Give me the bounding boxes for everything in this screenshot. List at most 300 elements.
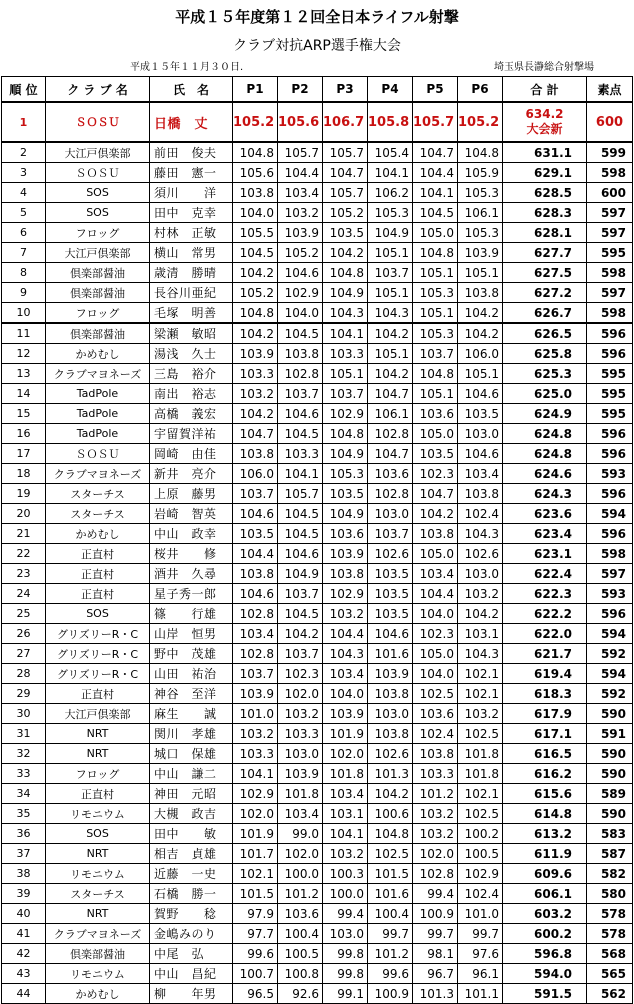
name-cell: 城口 保雄 xyxy=(150,744,233,764)
score-cell: 103.4 xyxy=(323,664,368,684)
club-cell: クラブマヨネーズ xyxy=(46,464,150,484)
score-cell: 104.5 xyxy=(278,323,323,344)
table-row xyxy=(2,564,633,584)
name-cell: 相吉 貞雄 xyxy=(150,844,233,864)
score-cell: 104.2 xyxy=(278,624,323,644)
table-row xyxy=(2,824,633,844)
score-cell: 103.7 xyxy=(278,584,323,604)
club-cell: リモニウム xyxy=(46,864,150,884)
club-cell: 倶楽部醤油 xyxy=(46,944,150,964)
club-cell: 正直村 xyxy=(46,564,150,584)
base-cell: 589 xyxy=(587,784,633,804)
rank-cell: 24 xyxy=(2,584,46,604)
score-cell: 104.7 xyxy=(323,163,368,183)
table-row xyxy=(2,263,633,283)
score-cell: 105.6 xyxy=(278,102,323,142)
score-cell: 105.7 xyxy=(278,142,323,163)
score-cell: 105.1 xyxy=(323,364,368,384)
score-cell: 105.2 xyxy=(323,203,368,223)
table-row xyxy=(2,384,633,404)
column-header: P4 xyxy=(368,77,413,103)
name-cell: 神田 元昭 xyxy=(150,784,233,804)
name-cell: 岡崎 由佳 xyxy=(150,444,233,464)
score-cell: 105.1 xyxy=(368,283,413,303)
table-row xyxy=(2,203,633,223)
rank-cell: 44 xyxy=(2,984,46,1004)
base-cell: 594 xyxy=(587,664,633,684)
score-cell: 104.2 xyxy=(323,243,368,263)
name-cell: 長谷川亜紀 xyxy=(150,283,233,303)
score-cell: 103.4 xyxy=(323,784,368,804)
score-cell: 100.4 xyxy=(368,904,413,924)
name-cell: 須川 洋 xyxy=(150,183,233,203)
record-note: 大会新 xyxy=(526,122,563,136)
score-cell: 104.6 xyxy=(278,263,323,283)
score-cell: 105.5 xyxy=(233,223,278,243)
score-cell: 105.0 xyxy=(413,424,458,444)
base-cell: 562 xyxy=(587,984,633,1004)
club-cell: NRT xyxy=(46,744,150,764)
base-cell: 596 xyxy=(587,344,633,364)
score-cell: 101.5 xyxy=(233,884,278,904)
total-cell: 629.1 xyxy=(503,163,587,183)
score-cell: 105.3 xyxy=(323,464,368,484)
total-cell: 628.3 xyxy=(503,203,587,223)
total-cell: 603.2 xyxy=(503,904,587,924)
score-cell: 102.8 xyxy=(413,864,458,884)
score-cell: 104.5 xyxy=(278,604,323,624)
total-cell: 626.7 xyxy=(503,303,587,324)
score-cell: 103.7 xyxy=(368,263,413,283)
score-cell: 102.3 xyxy=(278,664,323,684)
score-cell: 105.1 xyxy=(458,364,503,384)
base-cell: 598 xyxy=(587,544,633,564)
club-cell: TadPole xyxy=(46,384,150,404)
score-cell: 104.8 xyxy=(413,364,458,384)
score-cell: 104.7 xyxy=(368,384,413,404)
score-cell: 103.9 xyxy=(278,223,323,243)
rank-cell: 35 xyxy=(2,804,46,824)
table-row xyxy=(2,524,633,544)
score-cell: 103.3 xyxy=(233,364,278,384)
score-cell: 103.4 xyxy=(278,183,323,203)
rank-cell: 32 xyxy=(2,744,46,764)
table-row xyxy=(2,704,633,724)
score-cell: 103.5 xyxy=(323,223,368,243)
score-cell: 103.8 xyxy=(278,344,323,364)
score-cell: 103.7 xyxy=(278,644,323,664)
score-cell: 103.3 xyxy=(413,764,458,784)
table-row xyxy=(2,243,633,263)
total-cell: 625.0 xyxy=(503,384,587,404)
score-cell: 102.0 xyxy=(233,804,278,824)
name-cell: 横山 常男 xyxy=(150,243,233,263)
score-cell: 101.0 xyxy=(233,704,278,724)
score-cell: 103.2 xyxy=(278,203,323,223)
score-cell: 103.8 xyxy=(323,564,368,584)
score-cell: 92.6 xyxy=(278,984,323,1004)
club-cell: 大江戸倶楽部 xyxy=(46,142,150,163)
score-cell: 103.5 xyxy=(368,604,413,624)
score-cell: 96.7 xyxy=(413,964,458,984)
total-cell: 627.7 xyxy=(503,243,587,263)
rank-cell: 7 xyxy=(2,243,46,263)
score-cell: 99.6 xyxy=(368,964,413,984)
name-cell: 梁瀬 敏昭 xyxy=(150,323,233,344)
score-cell: 106.7 xyxy=(323,102,368,142)
column-header: 合 計 xyxy=(503,77,587,103)
score-cell: 104.3 xyxy=(323,303,368,324)
score-cell: 104.5 xyxy=(278,424,323,444)
base-cell: 594 xyxy=(587,624,633,644)
score-cell: 102.5 xyxy=(458,804,503,824)
base-cell: 568 xyxy=(587,944,633,964)
score-cell: 103.7 xyxy=(278,384,323,404)
score-cell: 102.0 xyxy=(413,844,458,864)
score-cell: 103.1 xyxy=(323,804,368,824)
total-cell: 615.6 xyxy=(503,784,587,804)
club-cell: フロッグ xyxy=(46,223,150,243)
score-cell: 104.1 xyxy=(368,163,413,183)
score-cell: 103.6 xyxy=(413,404,458,424)
club-cell: グリズリーR・C xyxy=(46,664,150,684)
rank-cell: 15 xyxy=(2,404,46,424)
score-cell: 103.3 xyxy=(278,444,323,464)
score-cell: 104.4 xyxy=(413,584,458,604)
score-cell: 99.7 xyxy=(413,924,458,944)
score-cell: 103.8 xyxy=(458,484,503,504)
score-cell: 102.5 xyxy=(458,724,503,744)
name-cell: 三島 裕介 xyxy=(150,364,233,384)
base-cell: 600 xyxy=(587,102,633,142)
score-cell: 105.3 xyxy=(458,183,503,203)
score-cell: 104.9 xyxy=(323,444,368,464)
total-cell: 625.8 xyxy=(503,344,587,364)
table-row xyxy=(2,844,633,864)
rank-cell: 34 xyxy=(2,784,46,804)
table-row xyxy=(2,924,633,944)
score-cell: 106.0 xyxy=(233,464,278,484)
score-cell: 103.5 xyxy=(413,444,458,464)
name-cell: 中山 謙二 xyxy=(150,764,233,784)
score-cell: 104.9 xyxy=(323,504,368,524)
club-cell: かめむし xyxy=(46,984,150,1004)
score-cell: 104.9 xyxy=(368,223,413,243)
base-cell: 582 xyxy=(587,864,633,884)
name-cell: 藤田 憲一 xyxy=(150,163,233,183)
score-cell: 104.2 xyxy=(368,323,413,344)
score-cell: 104.0 xyxy=(323,684,368,704)
score-cell: 104.2 xyxy=(458,604,503,624)
total-cell xyxy=(503,102,587,142)
rank-cell: 2 xyxy=(2,142,46,163)
base-cell: 590 xyxy=(587,704,633,724)
score-cell: 96.5 xyxy=(233,984,278,1004)
club-cell: TadPole xyxy=(46,424,150,444)
score-cell: 101.8 xyxy=(458,744,503,764)
score-cell: 103.2 xyxy=(458,704,503,724)
score-cell: 104.6 xyxy=(458,444,503,464)
rank-cell: 28 xyxy=(2,664,46,684)
club-cell: スターチス xyxy=(46,884,150,904)
club-cell: 倶楽部醤油 xyxy=(46,263,150,283)
base-cell: 587 xyxy=(587,844,633,864)
score-cell: 106.0 xyxy=(458,344,503,364)
score-cell: 104.5 xyxy=(413,203,458,223)
table-row xyxy=(2,323,633,344)
club-cell: ＳＯＳＵ xyxy=(46,163,150,183)
score-cell: 104.3 xyxy=(368,303,413,324)
total-cell: 617.9 xyxy=(503,704,587,724)
score-cell: 104.2 xyxy=(368,364,413,384)
score-cell: 103.9 xyxy=(233,684,278,704)
score-cell: 104.2 xyxy=(413,504,458,524)
score-cell: 101.6 xyxy=(368,644,413,664)
rank-cell: 11 xyxy=(2,323,46,344)
base-cell: 580 xyxy=(587,884,633,904)
score-cell: 104.0 xyxy=(413,664,458,684)
score-cell: 104.4 xyxy=(413,163,458,183)
score-cell: 102.1 xyxy=(458,664,503,684)
total-cell: 622.2 xyxy=(503,604,587,624)
score-cell: 104.1 xyxy=(278,464,323,484)
score-cell: 101.8 xyxy=(323,764,368,784)
rank-cell: 9 xyxy=(2,283,46,303)
score-cell: 100.4 xyxy=(278,924,323,944)
score-cell: 101.9 xyxy=(323,724,368,744)
rank-cell: 5 xyxy=(2,203,46,223)
score-cell: 102.0 xyxy=(278,844,323,864)
club-cell: 正直村 xyxy=(46,784,150,804)
club-cell: リモニウム xyxy=(46,964,150,984)
club-cell: 正直村 xyxy=(46,584,150,604)
score-cell: 102.3 xyxy=(413,624,458,644)
name-cell: 田中 敏 xyxy=(150,824,233,844)
score-cell: 100.9 xyxy=(368,984,413,1004)
name-cell: 高橋 義宏 xyxy=(150,404,233,424)
rank-cell: 42 xyxy=(2,944,46,964)
table-row xyxy=(2,223,633,243)
table-row xyxy=(2,944,633,964)
club-cell: かめむし xyxy=(46,524,150,544)
score-cell: 102.5 xyxy=(368,844,413,864)
score-cell: 101.3 xyxy=(368,764,413,784)
event-venue: 埼玉県長瀞総合射撃場 xyxy=(494,62,594,73)
score-cell: 104.4 xyxy=(323,624,368,644)
rank-cell: 10 xyxy=(2,303,46,324)
club-cell: クラブマヨネーズ xyxy=(46,364,150,384)
club-cell: クラブマヨネーズ xyxy=(46,924,150,944)
base-cell: 596 xyxy=(587,323,633,344)
score-cell: 103.2 xyxy=(233,384,278,404)
total-cell: 627.5 xyxy=(503,263,587,283)
score-cell: 104.8 xyxy=(323,263,368,283)
name-cell: 山田 祐治 xyxy=(150,664,233,684)
score-cell: 105.0 xyxy=(413,544,458,564)
total-cell: 624.8 xyxy=(503,424,587,444)
score-cell: 104.7 xyxy=(368,444,413,464)
rank-cell: 26 xyxy=(2,624,46,644)
club-cell: フロッグ xyxy=(46,764,150,784)
score-cell: 99.8 xyxy=(323,964,368,984)
results-header xyxy=(0,0,634,76)
name-cell: 歳清 勝晴 xyxy=(150,263,233,283)
total-cell: 600.2 xyxy=(503,924,587,944)
score-cell: 104.2 xyxy=(233,323,278,344)
score-cell: 103.5 xyxy=(368,584,413,604)
total-cell: 622.4 xyxy=(503,564,587,584)
score-cell: 102.8 xyxy=(368,484,413,504)
name-cell: 毛塚 明善 xyxy=(150,303,233,324)
total-value: 634.2 xyxy=(525,107,564,121)
score-cell: 106.2 xyxy=(368,183,413,203)
score-cell: 103.0 xyxy=(368,504,413,524)
score-cell: 99.7 xyxy=(368,924,413,944)
score-cell: 104.6 xyxy=(458,384,503,404)
score-cell: 104.4 xyxy=(233,544,278,564)
score-cell: 103.0 xyxy=(323,924,368,944)
rank-cell: 14 xyxy=(2,384,46,404)
club-cell: SOS xyxy=(46,604,150,624)
rank-cell: 8 xyxy=(2,263,46,283)
total-cell: 624.9 xyxy=(503,404,587,424)
rank-cell: 41 xyxy=(2,924,46,944)
score-cell: 102.8 xyxy=(233,644,278,664)
score-cell: 105.2 xyxy=(458,102,503,142)
score-cell: 99.1 xyxy=(323,984,368,1004)
name-cell: 野中 茂雄 xyxy=(150,644,233,664)
score-cell: 104.1 xyxy=(233,764,278,784)
score-cell: 100.5 xyxy=(278,944,323,964)
score-cell: 97.7 xyxy=(233,924,278,944)
score-cell: 99.8 xyxy=(323,944,368,964)
base-cell: 595 xyxy=(587,404,633,424)
total-cell: 606.1 xyxy=(503,884,587,904)
base-cell: 590 xyxy=(587,764,633,784)
rank-cell: 40 xyxy=(2,904,46,924)
rank-cell: 38 xyxy=(2,864,46,884)
score-cell: 102.9 xyxy=(323,584,368,604)
score-cell: 104.3 xyxy=(458,524,503,544)
total-cell: 626.5 xyxy=(503,323,587,344)
page-subtitle: クラブ対抗ARP選手権大会 xyxy=(233,38,401,54)
score-cell: 103.8 xyxy=(458,283,503,303)
total-cell: 616.5 xyxy=(503,744,587,764)
club-cell: SOS xyxy=(46,824,150,844)
score-cell: 103.8 xyxy=(233,183,278,203)
score-cell: 101.7 xyxy=(233,844,278,864)
total-cell: 624.3 xyxy=(503,484,587,504)
club-cell: 大江戸倶楽部 xyxy=(46,243,150,263)
club-cell: 倶楽部醤油 xyxy=(46,283,150,303)
club-cell: 大江戸倶楽部 xyxy=(46,704,150,724)
table-row xyxy=(2,984,633,1004)
rank-cell: 37 xyxy=(2,844,46,864)
score-cell: 99.4 xyxy=(413,884,458,904)
table-row xyxy=(2,544,633,564)
score-cell: 104.6 xyxy=(233,504,278,524)
score-cell: 104.1 xyxy=(413,183,458,203)
base-cell: 592 xyxy=(587,644,633,664)
column-header: 氏 名 xyxy=(150,77,233,103)
score-cell: 97.6 xyxy=(458,944,503,964)
name-cell: 山岸 恒男 xyxy=(150,624,233,644)
score-cell: 103.1 xyxy=(458,624,503,644)
base-cell: 596 xyxy=(587,424,633,444)
score-cell: 104.5 xyxy=(278,504,323,524)
rank-cell: 1 xyxy=(2,102,46,142)
score-cell: 101.2 xyxy=(368,944,413,964)
score-cell: 104.3 xyxy=(458,644,503,664)
score-cell: 104.8 xyxy=(323,424,368,444)
table-row xyxy=(2,464,633,484)
club-cell: 正直村 xyxy=(46,684,150,704)
rank-cell: 29 xyxy=(2,684,46,704)
score-cell: 104.8 xyxy=(368,824,413,844)
club-cell: TadPole xyxy=(46,404,150,424)
name-cell: 宇留賀洋祐 xyxy=(150,424,233,444)
score-cell: 103.2 xyxy=(323,604,368,624)
score-cell: 103.5 xyxy=(233,524,278,544)
score-cell: 102.6 xyxy=(368,744,413,764)
club-cell: ＳＯＳＵ xyxy=(46,102,150,142)
club-cell: スターチス xyxy=(46,504,150,524)
score-cell: 97.9 xyxy=(233,904,278,924)
score-cell: 102.9 xyxy=(233,784,278,804)
score-cell: 103.2 xyxy=(323,844,368,864)
total-cell: 594.0 xyxy=(503,964,587,984)
total-cell: 622.0 xyxy=(503,624,587,644)
base-cell: 591 xyxy=(587,724,633,744)
name-cell: 賀野 稔 xyxy=(150,904,233,924)
total-cell: 622.3 xyxy=(503,584,587,604)
column-header: 素点 xyxy=(587,77,633,103)
score-cell: 102.0 xyxy=(323,744,368,764)
score-cell: 102.1 xyxy=(458,784,503,804)
base-cell: 600 xyxy=(587,183,633,203)
name-cell: 南出 裕志 xyxy=(150,384,233,404)
table-row xyxy=(2,163,633,183)
page-title: 平成１５年度第１２回全日本ライフル射撃 xyxy=(175,8,459,26)
base-cell: 590 xyxy=(587,744,633,764)
name-cell: 神谷 至洋 xyxy=(150,684,233,704)
table-row xyxy=(2,183,633,203)
table-row xyxy=(2,764,633,784)
score-cell: 102.4 xyxy=(413,724,458,744)
score-cell: 101.0 xyxy=(458,904,503,924)
total-cell: 628.5 xyxy=(503,183,587,203)
score-cell: 104.7 xyxy=(233,424,278,444)
rank-cell: 22 xyxy=(2,544,46,564)
total-cell: 621.7 xyxy=(503,644,587,664)
score-cell: 100.6 xyxy=(368,804,413,824)
score-cell: 100.7 xyxy=(233,964,278,984)
total-cell: 591.5 xyxy=(503,984,587,1004)
score-cell: 104.2 xyxy=(233,263,278,283)
score-cell: 105.9 xyxy=(458,163,503,183)
total-cell: 619.4 xyxy=(503,664,587,684)
base-cell: 595 xyxy=(587,384,633,404)
base-cell: 593 xyxy=(587,464,633,484)
score-cell: 104.3 xyxy=(323,644,368,664)
score-cell: 104.0 xyxy=(233,203,278,223)
club-cell: 倶楽部醤油 xyxy=(46,323,150,344)
score-cell: 99.4 xyxy=(323,904,368,924)
total-cell: 596.8 xyxy=(503,944,587,964)
club-cell: SOS xyxy=(46,203,150,223)
total-cell: 625.3 xyxy=(503,364,587,384)
total-cell: 623.6 xyxy=(503,504,587,524)
